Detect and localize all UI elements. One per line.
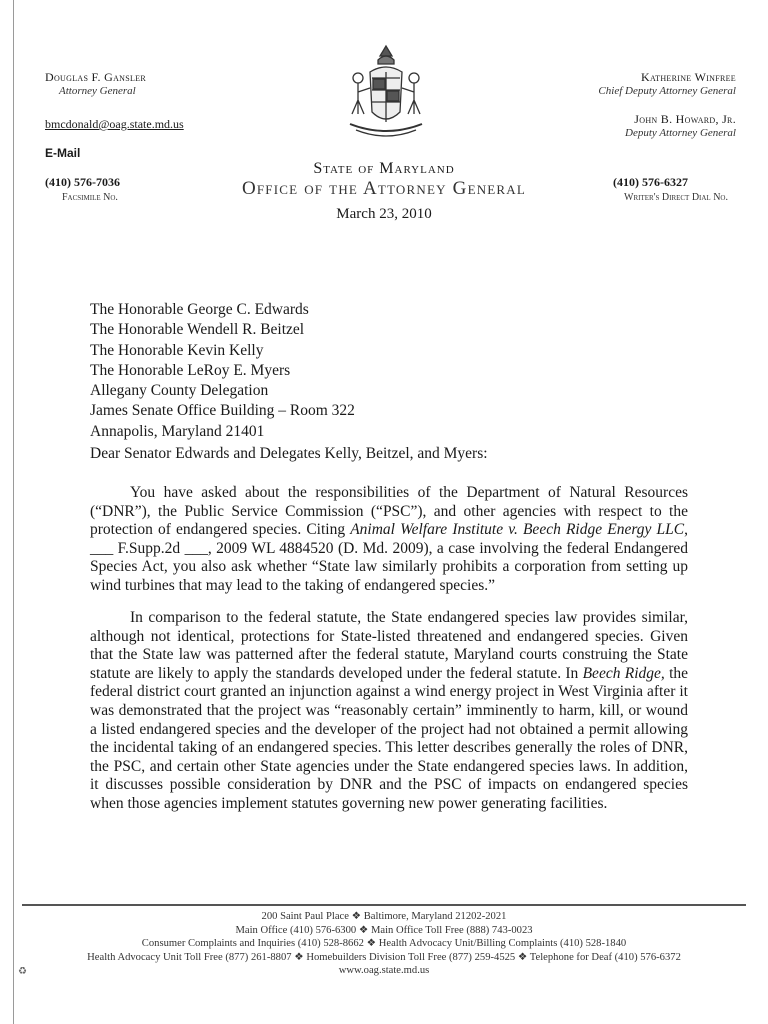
fax-label: Facsimile No. — [62, 192, 118, 203]
footer-website[interactable]: www.oag.state.md.us — [338, 965, 430, 976]
salutation: Dear Senator Edwards and Delegates Kelly, Beitzel, and Myers: — [90, 445, 488, 462]
paragraph-2-text-a: In comparison to the federal statute, the State endangered species law provides similar, although not identical, protections for State-listed threatened and endangered species. Given that the State law was patterned after the federal statute, Maryland courts construing the State statute are likely to apply the standards developed under the federal statute. In — [90, 609, 688, 682]
page-edge-line — [13, 0, 14, 1024]
email-link[interactable]: bmcdonald@oag.state.md.us — [45, 117, 184, 131]
maryland-seal-icon — [340, 42, 432, 150]
footer-toll-free: Health Advocacy Unit Toll Free (877) 261-8807 ❖ Homebuilders Division Toll Free (877) 259-4525 ❖ Telephone for Deaf (410) 576-6372 — [87, 951, 681, 963]
state-heading: State of Maryland — [313, 160, 455, 177]
paragraph-1-text-a: You have asked about the responsibilities of the Department of Natural Resources (“DNR”), the Public Service Commission (“PSC”), and other agencies with respect to the protection of endangered species. Citing — [90, 484, 688, 539]
writer-phone-label: Writer's Direct Dial No. — [624, 192, 728, 203]
letter-date: March 23, 2010 — [336, 206, 432, 222]
recipient-line: The Honorable Kevin Kelly — [90, 341, 264, 359]
chief-deputy-name: Katherine Winfree — [641, 70, 736, 84]
chief-deputy-title: Chief Deputy Attorney General — [598, 85, 736, 97]
attorney-general-block — [45, 70, 146, 97]
paragraph-2 — [90, 609, 688, 814]
paragraph-1 — [90, 484, 688, 596]
recipient-line: Annapolis, Maryland 21401 — [90, 422, 265, 440]
attorney-general-title: Attorney General — [59, 85, 136, 97]
recipient-line: James Senate Office Building – Room 322 — [90, 402, 355, 420]
deputy-name: John B. Howard, Jr. — [634, 112, 736, 126]
footer-main-office: Main Office (410) 576-6300 ❖ Main Office Toll Free (888) 743-0023 — [235, 924, 533, 936]
footer-divider — [22, 904, 746, 907]
case-citation: Animal Welfare Institute v. Beech Ridge Energy LLC — [350, 521, 685, 539]
paragraph-2-text-b: the federal district court granted an injunction against a wind energy project in West Virginia after it was demonstrated that the project was “reasonably certain” imminently to harm, kill, or wound a listed endangered species and the developer of the project had not obtained a permit allowing the incidental taking of an endangered species. This letter describes generally the roles of DNR, the PSC, and certain other State agencies under the State endangered species laws. In addition, it discusses possible consideration by DNR and the PSC of impacts on endangered species when those agencies implement statutes governing new power generating facilities. — [90, 664, 689, 812]
recipient-line: Allegany County Delegation — [90, 382, 269, 400]
recycle-icon: ♻ — [18, 966, 27, 977]
attorney-general-name: Douglas F. Gansler — [45, 70, 147, 84]
deputy-block — [625, 112, 736, 139]
recipient-line: The Honorable George C. Edwards — [90, 301, 309, 318]
deputy-title: Deputy Attorney General — [625, 127, 736, 139]
fax-number: (410) 576-7036 — [45, 175, 120, 189]
footer-complaints: Consumer Complaints and Inquiries (410) 528-8662 ❖ Health Advocacy Unit/Billing Complaints (410) 528-1840 — [141, 938, 627, 949]
email-label: E-Mail — [45, 146, 81, 160]
office-heading: Office of the Attorney General — [241, 178, 527, 199]
recipient-address — [90, 300, 355, 442]
recipient-line: The Honorable LeRoy E. Myers — [90, 361, 291, 379]
footer — [0, 910, 768, 978]
writer-phone: (410) 576-6327 — [613, 175, 688, 189]
recipient-line: The Honorable Wendell R. Beitzel — [90, 321, 305, 339]
case-short-citation: Beech Ridge, — [582, 664, 665, 682]
footer-address: 200 Saint Paul Place ❖ Baltimore, Maryland 21202-2021 — [261, 911, 507, 922]
paragraph-1-text-b: , ___ F.Supp.2d ___, 2009 WL 4884520 (D. Md. 2009), a case involving the federal Endangered Species Act, you also ask whether “State law similarly prohibits a corporation from setting up wind turbines that may lead to the taking of endangered species.” — [90, 521, 688, 594]
chief-deputy-block — [598, 70, 736, 97]
